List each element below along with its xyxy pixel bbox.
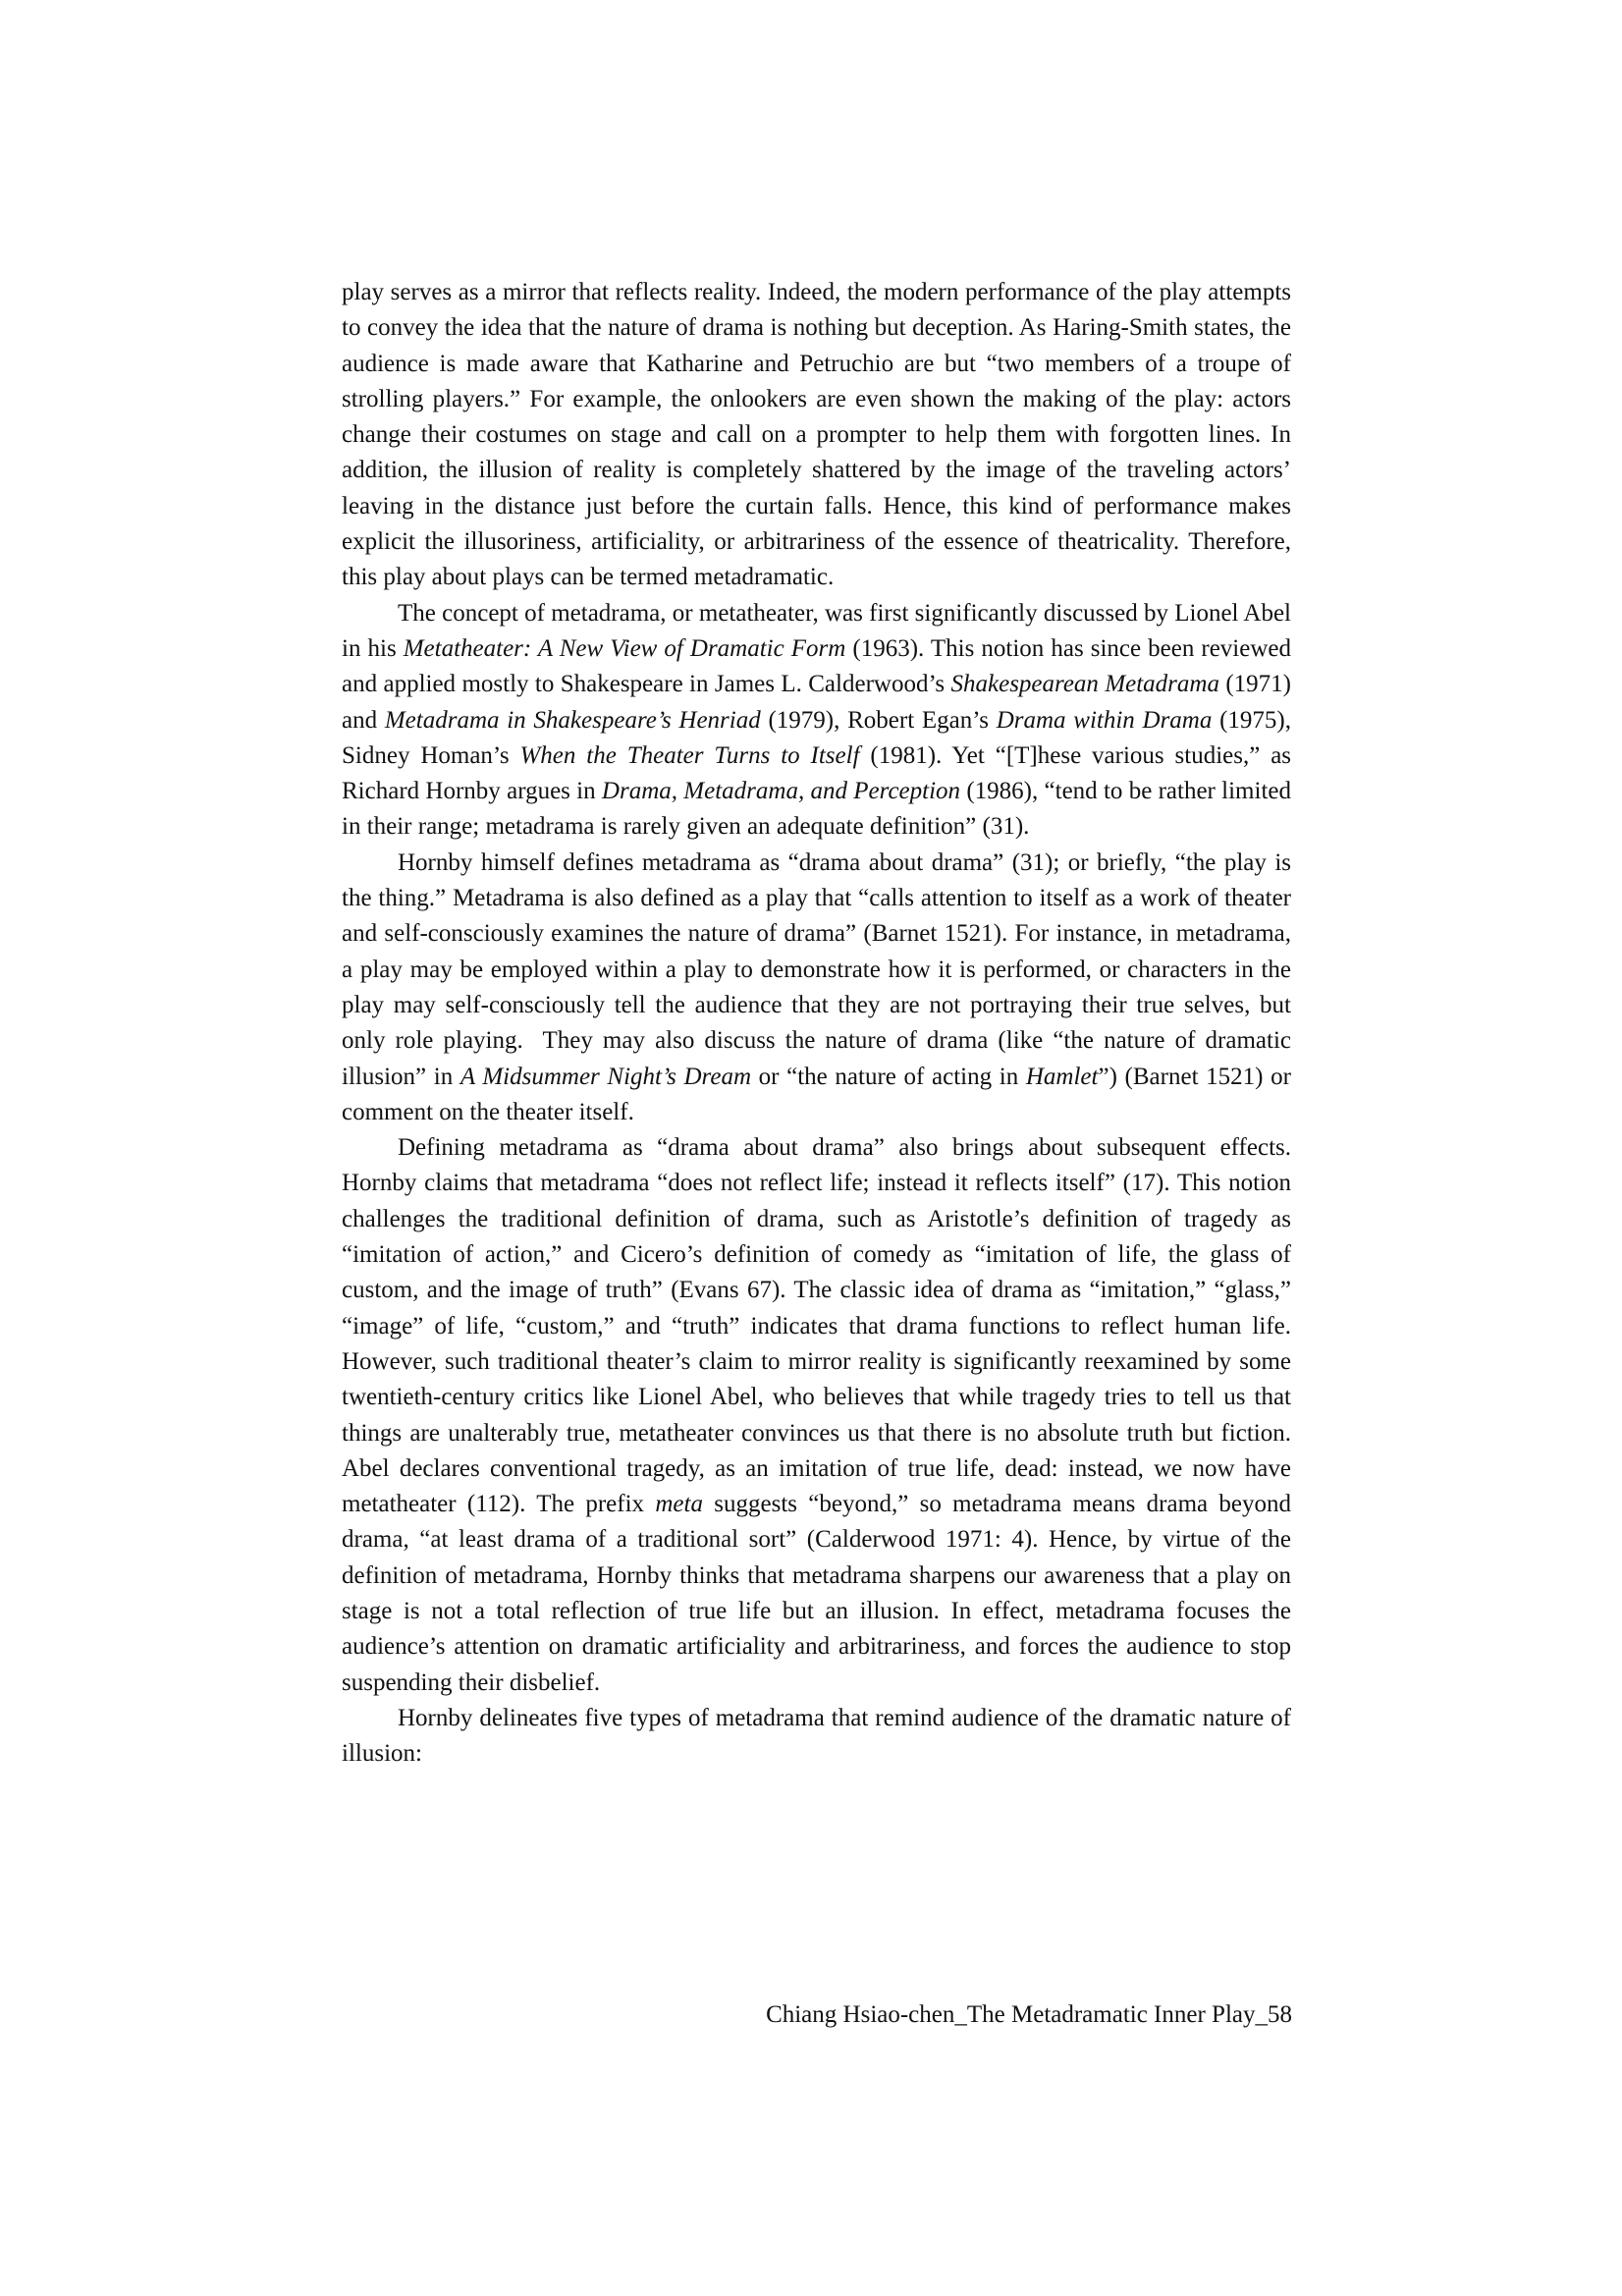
text-run: (1975), Sidney Homan’s (342, 706, 1291, 769)
italic-title: meta (655, 1491, 703, 1518)
text-run: ”) (Barnet 1521) or comment on the theater itself. (342, 1063, 1291, 1125)
text-run: (1986), “tend to be rather limited in their range; metadrama is rarely given an adequate definition” (31). (342, 778, 1291, 841)
text-run: play serves as a mirror that reflects reality. Indeed, the modern performance of the play attempts to convey the idea that the nature of drama is nothing but deception. As Haring-Smith states, the audience is made aware that Katharine and Petruchio are but “two members of a troupe of strolling players.” For example, the onlookers are even shown the making of the play: actors change their costumes on stage and call on a prompter to help them with forgotten lines. In addition, the illusion of reality is completely shattered by the image of the traveling actors’ leaving in the distance just before the curtain falls. Hence, this kind of performance makes explicit the illusoriness, artificiality, or arbitrariness of the essence of theatricality. Therefore, this play about plays can be termed metadramatic. (342, 279, 1291, 591)
paragraph-4 (342, 1130, 1291, 1701)
page-footer (766, 1997, 1292, 2033)
paragraph-1 (342, 275, 1291, 596)
paragraph-5 (342, 1701, 1291, 1773)
italic-title: Metatheater: A New View of Dramatic Form (403, 634, 846, 662)
italic-title: Drama, Metadrama, and Perception (601, 778, 961, 805)
italic-title: When the Theater Turns to Itself (519, 741, 860, 769)
paragraph-2 (342, 596, 1291, 846)
paragraph-3 (342, 846, 1291, 1130)
italic-title: Metadrama in Shakespeare’s Henriad (384, 706, 761, 734)
text-run: or “the nature of acting in (751, 1063, 1026, 1090)
italic-title: Drama within Drama (996, 706, 1213, 734)
text-run: The concept of metadrama, or metatheater, was first significantly discussed by Lionel Abel in his (342, 599, 1291, 662)
italic-title: Shakespearean Metadrama (950, 671, 1219, 698)
text-run: (1979), Robert Egan’s (760, 706, 997, 734)
italic-title: Hamlet (1025, 1063, 1099, 1090)
text-run: (1963). This notion has since been reviewed and applied mostly to Shakespeare in James L. Calderwood’s (342, 634, 1292, 698)
text-run: (1981). Yet “[T]hese various studies,” as Richard Hornby argues in (342, 741, 1292, 805)
text-run: (1971) and (342, 671, 1292, 734)
running-head: Chiang Hsiao-chen_The Metadramatic Inner Play_58 (766, 2001, 1292, 2028)
text-run: suggests “beyond,” so metadrama means drama beyond drama, “at least drama of a traditional sort” (Calderwood 1971: 4). Hence, by virtue of the definition of metadrama, Hornby thinks that metadrama sharpens our awareness that a play on stage is not a total reflection of true life but an illusion. In effect, metadrama focuses the audience’s attention on dramatic artificiality and arbitrariness, and forces the audience to stop suspending their disbelief. (342, 1491, 1291, 1696)
text-run: Defining metadrama as “drama about drama” also brings about subsequent effects. Hornby claims that metadrama “does not reflect life; instead it reflects itself” (17). This notion challenges the traditional definition of drama, such as Aristotle’s definition of tragedy as “imitation of action,” and Cicero’s definition of comedy as “imitation of life, the glass of custom, and the image of truth” (Evans 67). The classic idea of drama as “imitation,” “glass,” “image” of life, “custom,” and “truth” indicates that drama functions to reflect human life. However, such traditional theater’s claim to mirror reality is significantly reexamined by some twentieth-century critics like Lionel Abel, who believes that while tragedy tries to tell us that things are unalterably true, metatheater convinces us that there is no absolute truth but fiction. Abel declares conventional tragedy, as an imitation of true life, dead: instead, we now have metatheater (112). The prefix (342, 1134, 1291, 1518)
body-text (342, 275, 1291, 1772)
text-run: Hornby delineates five types of metadrama that remind audience of the dramatic nature of illusion: (342, 1704, 1291, 1768)
text-run: Hornby himself defines metadrama as “drama about drama” (31); or briefly, “the play is the thing.” Metadrama is also defined as a play that “calls attention to itself as a work of theater and self-consciously examines the nature of drama” (Barnet 1521). For instance, in metadrama, a play may be employed within a play to demonstrate how it is performed, or characters in the play may self-consciously tell the audience that they are not portraying their true selves, but only role playing. They may also discuss the nature of drama (like “the nature of dramatic illusion” in (342, 848, 1291, 1090)
italic-title: A Midsummer Night’s Dream (460, 1063, 751, 1090)
